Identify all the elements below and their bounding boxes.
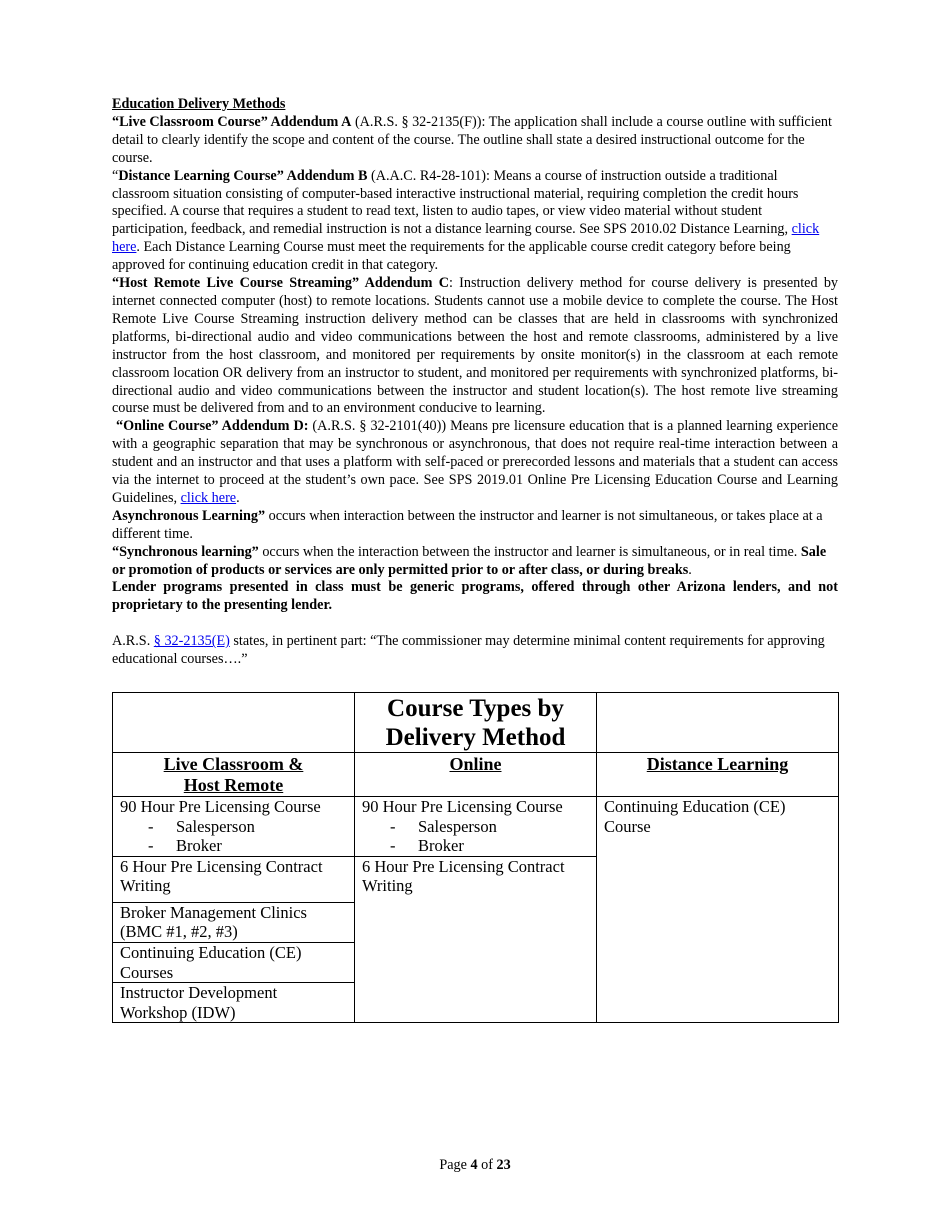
distance-learning-term: Distance Learning Course” Addendum B [118,167,368,184]
table-cell-empty [597,693,839,753]
distance-learning-text-after: . Each Distance Learning Course must meet the requirements for the applicable course credit category before being approved for continuing education credit in that category. [112,239,791,274]
live-classroom-paragraph [112,114,838,168]
page-number: 4 [470,1157,478,1173]
col-head-live-classroom: Live Classroom & Host Remote [113,753,355,797]
table-title-row [113,693,839,753]
host-remote-text: : Instruction delivery method for course delivery is presented by internet connected computer (host) to remote locations. Students cannot use a mobile device to complete the course. The Host Remote Live Course Streaming instruction delivery method can be classes that are held in classrooms with synchronized platforms, bi-directional audio and video communications between the host and remote classrooms, administered by a live instructor from the host classroom, and monitored per requirements by onsite monitor(s) in the classroom at each remote classroom location OR delivery from an instructor to student, and monitored per requirements with synchronized platforms, bi-directional audio and video communications between the instructor and student location(s). The host remote live streaming course must be delivered from and to an environment conducive to learning. [112,275,839,417]
ars-quote-paragraph [112,633,838,669]
online-text-after: . [236,489,240,506]
table-cell-ce-distance: Continuing Education (CE) Course [597,797,839,1023]
distance-open-quote: “ [112,167,119,184]
spacer [112,615,838,633]
table-cell-bmc: Broker Management Clinics (BMC #1, #2, #3) [113,902,355,942]
table-row [113,797,839,857]
host-remote-term: “Host Remote Live Course Streaming” Addendum C [112,275,449,292]
ars-prefix: A.R.S. [112,633,154,650]
sync-bold-text: Sale or promotion of products or services are only permitted prior to or after class, or during breaks [112,543,827,578]
online-text: (A.R.S. § 32-2101(40)) Means pre licensure education that is a planned learning experience with a geographic separation that may be synchronous or asynchronous, that does not require real-time interaction between a student and an instructor and that uses a platform with self-paced or prerecorded lessons and materials that a student can access via the internet to proceed at the student’s own pace. See SPS 2019.01 Online Pre Licensing Education Course and Learning Guidelines, [112,418,839,506]
table-cell-90-hour-online: 90 Hour Pre Licensing Course - Salesperson - Broker [355,797,597,857]
async-term: Asynchronous Learning” [112,507,266,524]
sync-end: . [688,561,692,578]
table-title: Course Types by Delivery Method [355,693,597,753]
section-heading: Education Delivery Methods [112,96,286,112]
host-remote-paragraph [112,275,838,418]
table-cell-6-hour-live: 6 Hour Pre Licensing Contract Writing [113,856,355,902]
distance-learning-paragraph [112,168,838,275]
live-classroom-term: “Live Classroom Course” Addendum A [112,113,352,130]
course-types-table [112,692,839,1023]
table-cell-6-hour-online: 6 Hour Pre Licensing Contract Writing [355,856,597,1023]
lender-paragraph [112,579,838,615]
table-cell-idw: Instructor Development Workshop (IDW) [113,983,355,1023]
col-head-online: Online [355,753,597,797]
table-cell-ce-courses: Continuing Education (CE) Courses [113,942,355,982]
page-footer: Page 4 of 23 [439,1157,511,1173]
page-total: 23 [496,1157,511,1173]
table-header-row [113,753,839,797]
distance-learning-text: (A.A.C. R4-28-101): Means a course of instruction outside a traditional classroom situation consisting of computer-based interactive instructional material, requiring completion the credit hours specified. A course that requires a student to read text, listen to audio tapes, or view video material without student participation, feedback, and remedial instruction is not a distance learning course. See SPS 2010.02 Distance Learning, [112,167,799,238]
distance-learning-link[interactable]: click here [112,221,820,256]
col-head-distance-learning: Distance Learning [597,753,839,797]
async-paragraph [112,508,838,544]
lender-text: Lender programs presented in class must be generic programs, offered through other Arizona lenders, and not proprietary to the presenting lender. [112,579,838,614]
async-text: occurs when interaction between the instructor and learner is not simultaneous, or takes place at a different time. [112,507,823,542]
sync-text: occurs when the interaction between the instructor and learner is simultaneous, or in real time. [258,543,801,560]
online-paragraph [112,418,838,508]
sync-paragraph [112,544,838,580]
table-cell-90-hour-live: 90 Hour Pre Licensing Course - Salesperson - Broker [113,797,355,857]
document-body [112,96,838,669]
ars-quote-text: states, in pertinent part: “The commissioner may determine minimal content requirements for approving educational courses….” [112,633,825,668]
online-link[interactable]: click here [180,489,237,506]
ars-statute-link[interactable]: § 32-2135(E) [153,633,230,650]
table-cell-empty [113,693,355,753]
online-term: “Online Course” Addendum D: [115,418,309,435]
live-classroom-text: (A.R.S. § 32-2135(F)): The application shall include a course outline with sufficient detail to clearly identify the scope and content of the course. The outline shall state a desired instructional outcome for the course. [112,113,832,166]
sync-term: “Synchronous learning” [112,543,259,560]
